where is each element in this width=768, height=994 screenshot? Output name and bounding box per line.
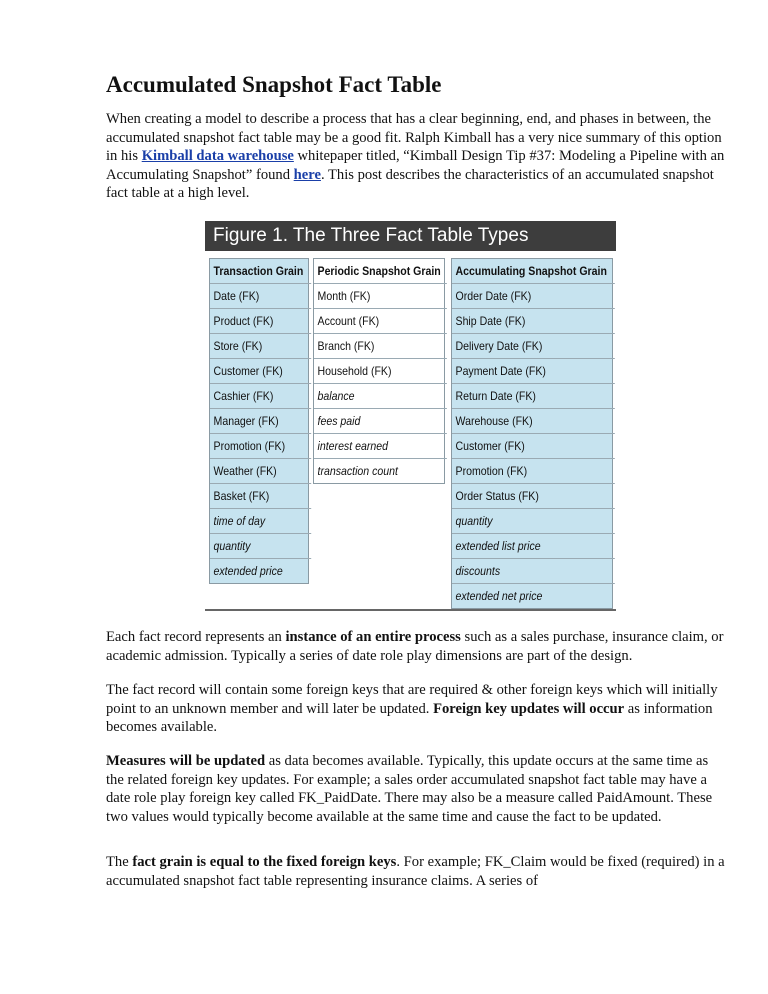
table-cell: Order Date (FK)	[452, 284, 615, 309]
table-cell: Date (FK)	[210, 284, 311, 309]
table-cell: transaction count	[317, 464, 398, 478]
table-cell: extended net price	[455, 589, 543, 603]
text: whitepaper titled, “Kimball Design Tip #37: Modeling a Pipeline with an Accumulating Snapshot” found	[106, 148, 725, 183]
table-cell: quantity	[210, 534, 311, 559]
table-cell: Warehouse (FK)	[452, 409, 615, 434]
text: Each fact record represents an	[106, 629, 286, 645]
table-cell: Cashier (FK)	[210, 384, 311, 409]
table-cell: balance	[314, 384, 447, 409]
table-cell: Product (FK)	[210, 309, 311, 334]
intro-paragraph	[106, 110, 726, 203]
text: such as a sales purchase, insurance claim, or academic admission. Typically a series of date role play dimensions are part of the design.	[106, 629, 724, 664]
text: The fact record will contain some foreign keys that are required & other foreign keys which will initially point to an unknown member and will later be updated.	[106, 682, 718, 717]
column-header: Accumulating Snapshot Grain	[452, 259, 615, 284]
table-cell: Month (FK)	[314, 284, 447, 309]
table-cell: interest earned	[314, 434, 447, 459]
text: . This post describes the characteristics of an accumulated snapshot fact table at a high level.	[106, 166, 714, 202]
table-cell: fees paid	[314, 409, 447, 434]
table-cell: extended price	[213, 564, 283, 578]
table-cell: Weather (FK)	[210, 459, 311, 484]
bold-text: Foreign key updates will occur	[433, 700, 625, 717]
accumulating-snapshot-column	[451, 258, 613, 609]
table-cell: Branch (FK)	[314, 334, 447, 359]
column-header: Transaction Grain	[210, 259, 311, 284]
paragraph-2	[106, 628, 726, 665]
table-cell: Household (FK)	[314, 359, 447, 384]
figure-fact-table-types	[205, 221, 616, 613]
table-cell: Customer (FK)	[210, 359, 311, 384]
table-cell: Order Status (FK)	[452, 484, 615, 509]
column-header: Periodic Snapshot Grain	[314, 259, 447, 284]
text: . For example; FK_Claim would be fixed (required) in a accumulated snapshot fact table representing insurance claims. A series of	[106, 854, 725, 889]
table-cell: Basket (FK)	[210, 484, 311, 509]
transaction-grain-column	[209, 258, 309, 584]
table-cell: Promotion (FK)	[210, 434, 311, 459]
paragraph-4	[106, 752, 726, 826]
text: The	[106, 854, 133, 870]
bold-text: instance of an entire process	[285, 629, 461, 645]
periodic-snapshot-column	[313, 258, 445, 484]
text: as information becomes available.	[106, 700, 713, 736]
kimball-link[interactable]: Kimball data warehouse	[141, 148, 294, 165]
table-cell: Manager (FK)	[210, 409, 311, 434]
table-cell: Payment Date (FK)	[452, 359, 615, 384]
table-cell: discounts	[452, 559, 615, 584]
table-cell: Ship Date (FK)	[452, 309, 615, 334]
text: as data becomes available. Typically, this update occurs at the same time as the related foreign key updates. For example; a sales order accumulated snapshot fact table may have a date role play foreign key called FK_PaidDate. There may also be a measure called PaidAmount. These two values would typically become available at the same time and cause the fact to be updated.	[106, 753, 713, 825]
paragraph-5	[106, 853, 726, 890]
text: When creating a model to describe a process that has a clear beginning, end, and phases in between, the accumulated snapshot fact table may be a good fit. Ralph Kimball has a very nice summary of this option in his	[106, 111, 722, 165]
table-cell: Customer (FK)	[452, 434, 615, 459]
table-cell: Return Date (FK)	[452, 384, 615, 409]
table-cell: time of day	[210, 509, 311, 534]
here-link[interactable]: here	[293, 166, 321, 183]
figure-title: Figure 1. The Three Fact Table Types	[205, 221, 616, 251]
page-title: Accumulated Snapshot Fact Table	[106, 72, 442, 97]
table-cell: Delivery Date (FK)	[452, 334, 615, 359]
figure-rule	[205, 609, 616, 611]
table-cell: extended list price	[452, 534, 615, 559]
bold-text: fact grain is equal to the fixed foreign keys	[132, 854, 397, 870]
table-cell: quantity	[452, 509, 615, 534]
bold-text: Measures will be updated	[106, 753, 266, 769]
paragraph-3	[106, 681, 726, 737]
table-cell: Store (FK)	[210, 334, 311, 359]
table-cell: Account (FK)	[314, 309, 447, 334]
table-cell: Promotion (FK)	[452, 459, 615, 484]
